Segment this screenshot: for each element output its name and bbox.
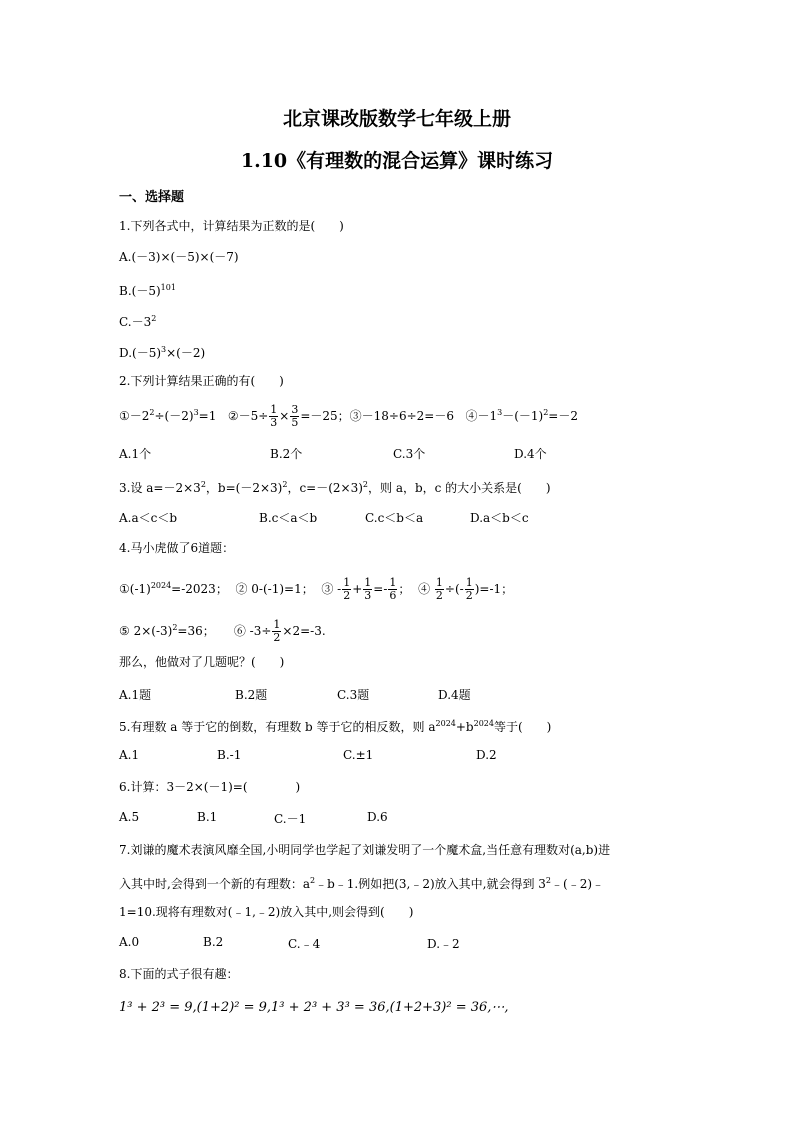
- question-6-option-b: B.1: [197, 810, 218, 824]
- question-4-ask: 那么，他做对了几题呢？( ): [119, 655, 285, 669]
- fraction: $\frac{1}{6}$: [389, 576, 397, 602]
- fraction: $\frac{1}{3}$: [270, 403, 278, 429]
- question-3-option-d: D.a＜b＜c: [470, 511, 529, 525]
- question-5-option-d: D.2: [476, 748, 497, 762]
- question-7-option-a: A.0: [119, 935, 140, 949]
- question-6-option-c: C.－1: [274, 812, 307, 826]
- question-3-option-c: C.c＜b＜a: [365, 511, 424, 525]
- question-1-option-d: $D.(-5)^3\times(-2)$: [119, 345, 206, 360]
- fraction: $\frac{1}{2}$: [343, 576, 351, 602]
- question-8-stem: 8.下面的式子很有趣：: [119, 967, 239, 981]
- question-8-formula: 1³ + 2³ = 9,(1+2)² = 9,1³ + 2³ + 3³ = 36,(1+2+3)² = 36,⋯,: [119, 1000, 509, 1015]
- question-2-items: $①-2^2\div(-2)^3=1$ ②－5÷ $\frac{1}{3}$ × $\frac{3}{5}$ =－25；③－18÷6÷2=－6 $④-1^3-(-1)^2=-2$: [119, 403, 578, 429]
- question-2-option-b: B.2个: [270, 447, 303, 461]
- question-7-option-b: B.2: [203, 935, 224, 949]
- question-4-option-b: B.2题: [235, 688, 268, 702]
- question-6-option-a: A.5: [119, 810, 140, 824]
- fraction: $\frac{1}{2}$: [273, 618, 281, 644]
- fraction: $\frac{3}{5}$: [291, 403, 299, 429]
- fraction: $\frac{1}{2}$: [435, 576, 443, 602]
- fraction: $\frac{1}{2}$: [465, 576, 473, 602]
- question-2-option-a: A.1个: [119, 447, 152, 461]
- question-2-option-d: D.4个: [514, 447, 547, 461]
- question-1-stem: 1.下列各式中，计算结果为正数的是( ): [119, 219, 344, 233]
- question-7-option-d: D.﹣2: [427, 937, 460, 951]
- section-heading: 一、选择题: [119, 190, 185, 205]
- question-1-option-c: $C.-3^2$: [119, 314, 157, 329]
- question-2-option-c: C.3个: [393, 447, 426, 461]
- question-1-option-a: A.(－3)×(－5)×(－7): [119, 250, 239, 264]
- question-2-stem: 2.下列计算结果正确的有( ): [119, 374, 284, 388]
- question-4-option-d: D.4题: [438, 688, 471, 702]
- question-3-option-a: A.a＜c＜b: [119, 511, 178, 525]
- question-7-option-c: C.﹣4: [288, 937, 321, 951]
- question-5-option-b: B.-1: [217, 748, 242, 762]
- question-4-option-a: A.1题: [119, 688, 152, 702]
- question-4-option-c: C.3题: [337, 688, 370, 702]
- question-4-expressions-row1: $①(-1)^{2024}=-2023$； ② 0-(-1)=1； ③ - $\frac{1}{2}$ + $\frac{1}{3}$ =- $\frac{1}{6}$ ； ④ $\frac{1}{2}$ ÷(- $\frac{1}{2}$ )=-1；: [119, 576, 514, 602]
- question-6-option-d: D.6: [367, 810, 388, 824]
- question-6-stem: 6.计算：3－2×(－1)=( ): [119, 780, 301, 794]
- question-7-line-3: 1=10.现将有理数对(﹣1,﹣2)放入其中,则会得到( ): [119, 905, 414, 919]
- question-5-option-a: A.1: [119, 748, 140, 762]
- question-1-option-b: $B.(-5)^{101}$: [119, 283, 176, 298]
- question-7-line-1: 7.刘谦的魔术表演风靡全国,小明同学也学起了刘谦发明了一个魔术盒,当任意有理数对(a,b)进: [119, 843, 611, 857]
- question-7-line-2: 入其中时,会得到一个新的有理数：$a^2﹣b﹣1$.例如把(3,﹣2)放入其中,就会得到 $3^2﹣(﹣2)﹣$: [119, 876, 605, 891]
- question-5-option-c: C.±1: [343, 748, 374, 762]
- page-subtitle: 1.10《有理数的混合运算》课时练习: [240, 150, 554, 172]
- question-3-option-b: B.c＜a＜b: [259, 511, 318, 525]
- question-4-stem: 4.马小虎做了6道题：: [119, 541, 235, 555]
- question-4-expressions-row2: ⑤ $2\times(-3)^2=36$； ⑥ -3÷ $\frac{1}{2}$ ×2=-3.: [119, 618, 326, 644]
- question-5-stem: 5.有理数 a 等于它的倒数，有理数 b 等于它的相反数，则 $a^{2024}+b^{2024}$等于( ): [119, 719, 552, 734]
- question-3-stem: 3.设 $a=-2\times 3^2$，$b=(-2\times 3)^2$，$c=-(2\times 3)^2$，则 a，b，c 的大小关系是( ): [119, 480, 551, 495]
- fraction: $\frac{1}{3}$: [364, 576, 372, 602]
- page-title: 北京课改版数学七年级上册: [282, 108, 511, 130]
